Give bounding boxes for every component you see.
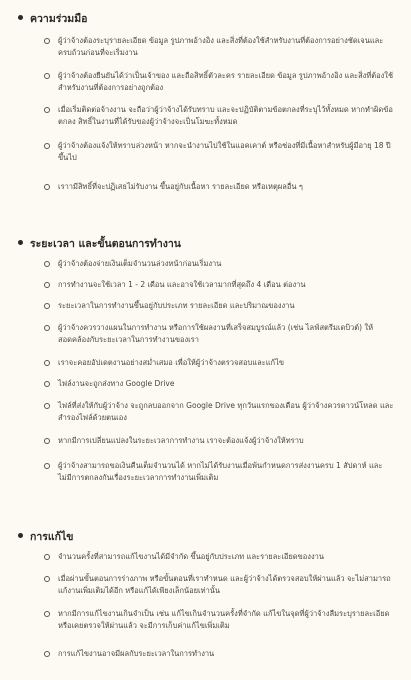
list-item: จำนวนครั้งที่สามารถแก้ไขงานได้มีจำกัด ขึ้นอยู่กับประเภท และรายละเอียดของงาน xyxy=(44,551,396,563)
circle-bullet-icon xyxy=(44,576,50,582)
list-item: ผู้ว่าจ้างต้องแจ้งให้ทราบล่วงหน้า หากจะนำงานไปใช้ในแอคเคาต์ หรือช่องที่มีเนื้อหาสำหรับผู้มีอายุ 18 ปีขึ้นไป xyxy=(44,140,396,164)
circle-bullet-icon xyxy=(44,261,50,267)
circle-bullet-icon xyxy=(44,282,50,288)
circle-bullet-icon xyxy=(44,73,50,79)
bullet-icon xyxy=(18,15,23,20)
list-item: เราามีสิทธิ์ที่จะปฏิเสธไม่รับงาน ขึ้นอยู่กับเนื้อหา รายละเอียด หรือเหตุผลอื่น ๆ xyxy=(44,181,396,193)
circle-bullet-icon xyxy=(44,651,50,657)
list-item: หากมีการเปลี่ยนแปลงในระยะเวลาการทำงาน เราจะต้องแจ้งผู้ว่าจ้างให้ทราบ xyxy=(44,435,396,447)
circle-bullet-icon xyxy=(44,438,50,444)
list-item: ผู้ว่าจ้างต้องจ่ายเงินเต็มจำนวนล่วงหน้าก่อนเริ่มงาน xyxy=(44,258,396,270)
list-item: ผู้ว่าจ้างสามารถขอเงินคืนเต็มจำนวนได้ หากไม่ได้รับงานเมื่อพ้นกำหนดการส่งงานครบ 1 สัปดาห์ และไม่มีการตกลงกันเรื่องระยะเวลาการทำงานเพิ่มเติม xyxy=(44,460,396,484)
list-item: ไฟล์งานจะถูกส่งทาง Google Drive xyxy=(44,378,396,390)
circle-bullet-icon xyxy=(44,325,50,331)
circle-bullet-icon xyxy=(44,381,50,387)
circle-bullet-icon xyxy=(44,303,50,309)
list-item: ระยะเวลาในการทำงานขึ้นอยู่กับประเภท รายละเอียด และปริมาณของงาน xyxy=(44,300,396,312)
list-item: เมื่อเริ่มติดต่อจ้างงาน จะถือว่าผู้ว่าจ้างได้รับทราบ และจะปฏิบัติตามข้อตกลงที่ระบุไว้ทั้งหมด หากทำผิดข้อตกลง สิทธิ์ในงานที่ได้รับของผู้ว่าจ้างจะเป็นโมฆะทั้งหมด xyxy=(44,104,396,128)
circle-bullet-icon xyxy=(44,403,50,409)
circle-bullet-icon xyxy=(44,611,50,617)
list-item: ผู้ว่าจ้างต้องระบุรายละเอียด ข้อมูล รูปภาพอ้างอิง และสิ่งที่ต้องใช้สำหรับงานที่ต้องการอย่างชัดเจนและครบถ้วนก่อนที่จะเริ่มงาน xyxy=(44,35,396,59)
list-item: ผู้ว่าจ้างต้องยืนยันได้ว่าเป็นเจ้าของ และถือสิทธิ์ตัวละคร รายละเอียด ข้อมูล รูปภาพอ้างอิง และสิ่งที่ต้องใช้สำหรับงานที่ต้องการอย่างถูกต้อง xyxy=(44,70,396,94)
section-title: ความร่วมมือ xyxy=(18,10,87,27)
bullet-icon xyxy=(18,240,23,245)
section-title: ระยะเวลา และขั้นตอนการทำงาน xyxy=(18,235,181,252)
list-item: เราจะคอยอัปเดตงานอย่างสม่ำเสมอ เพื่อให้ผู้ว่าจ้างตรวจสอบและแก้ไข xyxy=(44,357,396,369)
list-item: การแก้ไขงานอาจมีผลกับระยะเวลาในการทำงาน xyxy=(44,648,396,660)
circle-bullet-icon xyxy=(44,360,50,366)
list-item: การทำงานจะใช้เวลา 1 - 2 เดือน และอาจใช้เวลามากที่สุดถึง 4 เดือน ต่องาน xyxy=(44,279,396,291)
list-item: ไฟล์ที่ส่งให้กับผู้ว่าจ้าง จะถูกลบออกจาก Google Drive ทุกวันแรกของเดือน ผู้ว่าจ้างควรดาวน์โหลด และสำรองไฟล์ด้วยตนเอง xyxy=(44,400,396,424)
section-title: การแก้ไข xyxy=(18,528,73,545)
circle-bullet-icon xyxy=(44,38,50,44)
circle-bullet-icon xyxy=(44,554,50,560)
list-item: เมื่อผ่านขั้นตอนการร่างภาพ หรือขั้นตอนที่เราทำหนด และผู้ว่าจ้างได้ตรวจสอบให้ผ่านแล้ว จะไม่สามารถแก้งานเพิ่มเติมได้อีก หรือแก้ได้เพียงเล็กน้อยเท่านั้น xyxy=(44,573,396,597)
circle-bullet-icon xyxy=(44,184,50,190)
bullet-icon xyxy=(18,533,23,538)
list-item: ผู้ว่าจ้างควรวางแผนในการทำงาน หรือการใช้ผลงานที่เสร็จสมบูรณ์แล้ว (เช่น ไลฟ์สตรีมเดบิวต์) ให้สอดคล้องกับระยะเวลาในการทำงานของเรา xyxy=(44,322,396,346)
circle-bullet-icon xyxy=(44,463,50,469)
circle-bullet-icon xyxy=(44,143,50,149)
list-item: หากมีการแก้ไขงานเกินจำเป็น เช่น แก้ไขเกินจำนวนครั้งที่จำกัด แก้ไขในจุดที่ผู้ว่าจ้างลืมระบุรายละเอียด หรือเคยตรวจให้ผ่านแล้ว จะมีการเก็บค่าแก้ไขเพิ่มเติม xyxy=(44,608,396,632)
circle-bullet-icon xyxy=(44,107,50,113)
